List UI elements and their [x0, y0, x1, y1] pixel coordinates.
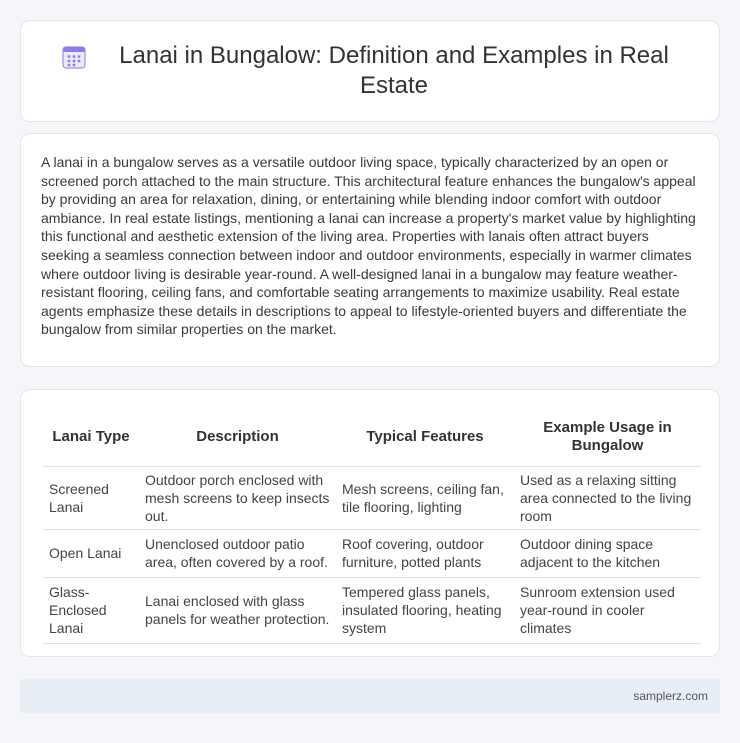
footer-site-link[interactable]: samplerz.com	[633, 689, 708, 703]
table-row	[43, 529, 701, 577]
footer	[20, 679, 720, 713]
table-row	[43, 577, 701, 643]
table-cell: Glass-Enclosed Lanai	[43, 577, 139, 643]
table-cell: Outdoor dining space adjacent to the kitchen	[514, 529, 701, 577]
calendar-icon	[61, 44, 87, 70]
table-cell: Unenclosed outdoor patio area, often covered by a roof.	[139, 529, 336, 577]
column-header-typical-features: Typical Features	[336, 408, 514, 466]
description-card	[20, 133, 720, 367]
table-cell: Outdoor porch enclosed with mesh screens to keep insects out.	[139, 466, 336, 529]
table-cell: Open Lanai	[43, 529, 139, 577]
lanai-types-table	[43, 408, 701, 644]
description-text: A lanai in a bungalow serves as a versatile outdoor living space, typically characterized by an open or screened porch attached to the main structure. This architectural feature enhances the bungalow's appeal by providing an area for relaxation, dining, or entertaining while blending indoor comfort with outdoor ambiance. In real estate listings, mentioning a lanai can increase a property's market value by highlighting this functional and aesthetic extension of the living area. Properties with lanais often attract buyers seeking a seamless connection between indoor and outdoor environments, especially in warmer climates where outdoor living is desirable year-round. A well-designed lanai in a bungalow may feature weather-resistant flooring, ceiling fans, and comfortable seating arrangements to maximize usability. Real estate agents emphasize these details in descriptions to appeal to lifestyle-oriented buyers and differentiate the bungalow from similar properties on the market.	[41, 154, 696, 338]
column-header-example-usage: Example Usage in Bungalow	[514, 408, 701, 466]
table-cell: Screened Lanai	[43, 466, 139, 529]
column-header-description: Description	[139, 408, 336, 466]
table-cell: Mesh screens, ceiling fan, tile flooring, lighting	[336, 466, 514, 529]
table-cell: Used as a relaxing sitting area connected to the living room	[514, 466, 701, 529]
table-card	[20, 389, 720, 657]
page-title: Lanai in Bungalow: Definition and Examples in Real Estate	[119, 42, 669, 99]
table-row	[43, 466, 701, 529]
table-cell: Tempered glass panels, insulated flooring, heating system	[336, 577, 514, 643]
title-card	[20, 20, 720, 122]
column-header-lanai-type: Lanai Type	[43, 408, 139, 466]
table-cell: Sunroom extension used year-round in cooler climates	[514, 577, 701, 643]
table-cell: Roof covering, outdoor furniture, potted plants	[336, 529, 514, 577]
table-header-row	[43, 408, 701, 466]
table-cell: Lanai enclosed with glass panels for weather protection.	[139, 577, 336, 643]
title-wrap	[61, 41, 679, 101]
